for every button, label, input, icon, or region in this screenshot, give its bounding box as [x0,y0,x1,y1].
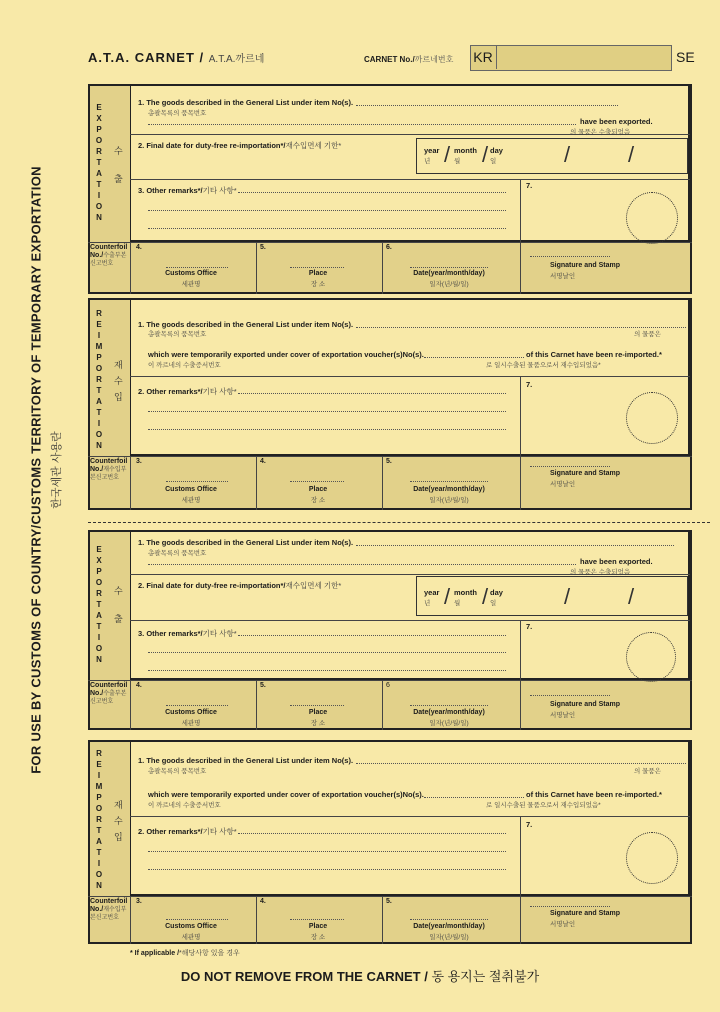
reimported-label: of this Carnet have been re-imported.* [526,350,662,359]
vertical-kor: 출 [114,174,123,184]
signature-field[interactable] [530,466,610,467]
customs-office-field[interactable] [166,705,228,706]
item7-label: 7. [526,380,533,389]
place-kor: 장 소 [310,934,326,941]
vertical-label-reimportation: R E I M P O R T A T I O N [95,749,103,890]
vertical-label-exportation: E X P O R T A T I O N [95,103,103,222]
exported-kor: 의 물품은 수출되었음 [570,129,631,136]
vertical-label-reimportation: R E I M P O R T A T I O N [95,309,103,450]
carnet-no-label: CARNET No./까르네번호 [364,55,454,64]
remarks-field[interactable] [148,851,506,852]
vertical-kor: 재 [114,800,123,810]
exportation-section-1: E X P O R T A T I O N 수 출 1. The goods described in the General List under item No(s). 총괄목록의 품목번호 have been exported. 의 물품은 수출되었음 2. Final date for duty-free re-importation*/재수입면세 기한* year 년 / month 월 / day 일 / / 3. Other remarks*/기타 사항* 7. Counterfoil No./수출부본 신고번호 4. 5. 6. Customs Office 세관명 Place 장 소 Date(year/month/day) 일자(년/월/일) Signature and Stamp 서명날인 [88,84,692,294]
stamp-circle [626,832,678,884]
month-kor: 월 [454,158,461,165]
item2-label: 2. Other remarks*/기타 사항* [138,387,237,396]
item3-label: 3. Other remarks*/기타 사항* [138,629,237,638]
remarks-field[interactable] [148,228,506,229]
counterfoil-label: Counterfoil No./수출부본 신고번호 [90,244,128,267]
cell-5: 5. [386,898,392,905]
exported-field[interactable] [148,124,576,125]
reimported-label: of this Carnet have been re-imported.* [526,790,662,799]
footer-warning: DO NOT REMOVE FROM THE CARNET / 동 용지는 절취불가 [180,969,540,984]
place-kor: 장 소 [310,497,326,504]
side-instruction: FOR USE BY CUSTOMS OF COUNTRY/CUSTOMS TERRITORY OF TEMPORARY EXPORTATION [28,166,44,774]
item1-label: 1. The goods described in the General List under item No(s). [138,538,354,547]
item7-label: 7. [526,820,533,829]
day-kor: 일 [490,158,497,165]
date-field[interactable] [410,481,488,482]
vertical-kor: 입 [114,832,123,842]
month-kor: 월 [454,600,461,607]
side-instruction-kor: 한국세관 사용란 [51,431,63,509]
customs-office-kor: 세관명 [181,497,201,504]
customs-office-label: Customs Office [165,486,217,493]
vertical-kor: 출 [114,614,123,624]
which-label: which were temporarily exported under cover of exportation voucher(s)No(s). [148,350,424,359]
item2-label: 2. Final date for duty-free re-importation*/재수입면세 기한* [138,581,342,590]
carnet-no-field[interactable] [470,45,672,71]
stamp-circle [626,192,678,244]
item-no-field[interactable] [356,327,686,328]
reimported-kor: 로 일시수출된 물품으로서 재수입되었음* [486,362,601,369]
month-label: month [454,588,477,597]
stamp-circle [626,392,678,444]
place-kor: 장 소 [310,281,326,288]
date-field[interactable] [410,267,488,268]
reimportation-section-2 [88,740,692,944]
item2-label: 2. Final date for duty-free re-importation*/재수입면세 기한* [138,141,342,150]
customs-office-field[interactable] [166,919,228,920]
footnote: * If applicable /*해당사항 있을 경우 [130,950,240,957]
place-field[interactable] [290,705,344,706]
signature-label: Signature and Stamp [550,470,621,477]
date-kor: 일자(년/월/일) [429,281,469,288]
item-no-field[interactable] [356,545,674,546]
item1-label: 1. The goods described in the General List under item No(s). [138,756,354,765]
signature-field[interactable] [530,906,610,907]
signature-kor: 서명날인 [550,481,576,488]
customs-office-kor: 세관명 [181,934,201,941]
exportation-section-2: E X P O R T A T I O N 수 출 1. The goods described in the General List under item No(s). 총괄목록의 품목번호 have been exported. 의 물품은 수출되었음 2. Final date for duty-free re-importation*/재수입면세 기한* year 년 / month 월 / day 일 / / 3. Other remarks*/기타 사항* 7. Counterfoil No./수출부본 신고번호 4. 5. 6 Customs Office 세관명 Place 장 소 Date(year/month/day) 일자(년/월/일) Signature and Stamp 서명날인 [88,530,692,730]
item1-kor: 총괄목록의 품목번호 [148,110,207,117]
signature-kor: 서명날인 [550,712,576,719]
date-label: Date(year/month/day) [413,270,485,277]
remarks-field[interactable] [148,210,506,211]
place-label: Place [308,486,328,493]
cell-4: 4. [136,682,142,689]
customs-office-kor: 세관명 [181,281,201,288]
item7-label: 7. [526,181,533,190]
item1-label: 1. The goods described in the General List under item No(s). [138,98,354,107]
remarks-field[interactable] [238,635,506,636]
date-label: Date(year/month/day) [413,709,485,716]
cell-3: 3. [136,458,142,465]
item1-tail-kor: 의 물품은 [634,768,661,775]
signature-field[interactable] [530,695,610,696]
signature-label: Signature and Stamp [550,910,621,917]
reimportation-section-1 [88,298,692,510]
cell-5: 5. [386,458,392,465]
vertical-kor: 수 [114,146,123,156]
counterfoil-label: Counterfoil No./재수입부 본신고번호 [90,458,128,481]
exported-label: have been exported. [580,557,653,566]
vertical-kor: 수 [114,586,123,596]
place-kor: 장 소 [310,720,326,727]
carnet-country-prefix: KR [470,45,497,69]
remarks-field[interactable] [148,429,506,430]
day-label: day [490,146,503,155]
carnet-title: A.T.A. CARNET / A.T.A.까르네 [88,50,265,65]
vertical-label-exportation: E X P O R T A T I O N [95,545,103,664]
signature-field[interactable] [530,256,610,257]
perforation-line [88,522,710,523]
vertical-kor: 입 [114,392,123,402]
place-field[interactable] [290,919,344,920]
item1-label: 1. The goods described in the General List under item No(s). [138,320,354,329]
place-label: Place [308,923,328,930]
customs-office-label: Customs Office [165,923,217,930]
signature-kor: 서명날인 [550,273,576,280]
stamp-circle [626,632,676,682]
remarks-field[interactable] [238,393,506,394]
which-kor: 이 까르네의 수출증서번호 [148,802,221,809]
year-label: year [424,146,440,155]
item-no-field[interactable] [356,105,618,106]
cell-3: 3. [136,898,142,905]
remarks-field[interactable] [148,411,506,412]
which-kor: 이 까르네의 수출증서번호 [148,362,221,369]
counterfoil-label: Counterfoil No./재수입부 본신고번호 [90,898,128,921]
cell-5: 5. [260,682,266,689]
remarks-field[interactable] [238,192,506,193]
month-label: month [454,146,477,155]
year-kor: 년 [424,600,431,607]
cell-5: 5. [260,244,266,251]
date-kor: 일자(년/월/일) [429,720,469,727]
date-label: Date(year/month/day) [413,486,485,493]
date-kor: 일자(년/월/일) [429,497,469,504]
vertical-kor: 수 [114,376,123,386]
place-field[interactable] [290,481,344,482]
customs-office-kor: 세관명 [181,720,201,727]
signature-label: Signature and Stamp [550,701,621,708]
item1-kor: 총괄목록의 품목번호 [148,768,207,775]
cell-4: 4. [136,244,142,251]
item1-tail-kor: 의 물품은 [634,331,661,338]
counterfoil-label: Counterfoil No./수출부본 신고번호 [90,682,128,705]
day-kor: 일 [490,600,497,607]
remarks-field[interactable] [148,869,506,870]
item-no-field[interactable] [356,763,686,764]
item1-kor: 총괄목록의 품목번호 [148,331,207,338]
cell-6: 6. [386,244,392,251]
voucher-no-field[interactable] [424,797,524,798]
carnet-country-suffix: SE [676,49,695,65]
customs-office-field[interactable] [166,481,228,482]
vertical-kor: 재 [114,360,123,370]
remarks-field[interactable] [148,670,506,671]
date-kor: 일자(년/월/일) [429,934,469,941]
remarks-field[interactable] [238,833,506,834]
vertical-kor: 수 [114,816,123,826]
place-label: Place [308,709,328,716]
year-label: year [424,588,440,597]
date-field[interactable] [410,705,488,706]
signature-kor: 서명날인 [550,921,576,928]
remarks-field[interactable] [148,652,506,653]
day-label: day [490,588,503,597]
exported-field[interactable] [148,564,576,565]
customs-office-label: Customs Office [165,709,217,716]
date-label: Date(year/month/day) [413,923,485,930]
date-field[interactable] [410,919,488,920]
cell-4: 4. [260,458,266,465]
item1-kor: 총괄목록의 품목번호 [148,550,207,557]
cell-4: 4. [260,898,266,905]
cell-6: 6 [386,682,390,689]
item3-label: 3. Other remarks*/기타 사항* [138,186,237,195]
exported-label: have been exported. [580,117,653,126]
voucher-no-field[interactable] [424,357,524,358]
exported-kor: 의 물품은 수출되었음 [570,569,631,576]
item7-label: 7. [526,622,533,631]
customs-office-field[interactable] [166,267,228,268]
item2-label: 2. Other remarks*/기타 사항* [138,827,237,836]
reimported-kor: 로 일시수출된 물품으로서 재수입되었음* [486,802,601,809]
year-kor: 년 [424,158,431,165]
place-label: Place [308,270,328,277]
place-field[interactable] [290,267,344,268]
which-label: which were temporarily exported under cover of exportation voucher(s)No(s). [148,790,424,799]
customs-office-label: Customs Office [165,270,217,277]
signature-label: Signature and Stamp [550,262,621,269]
